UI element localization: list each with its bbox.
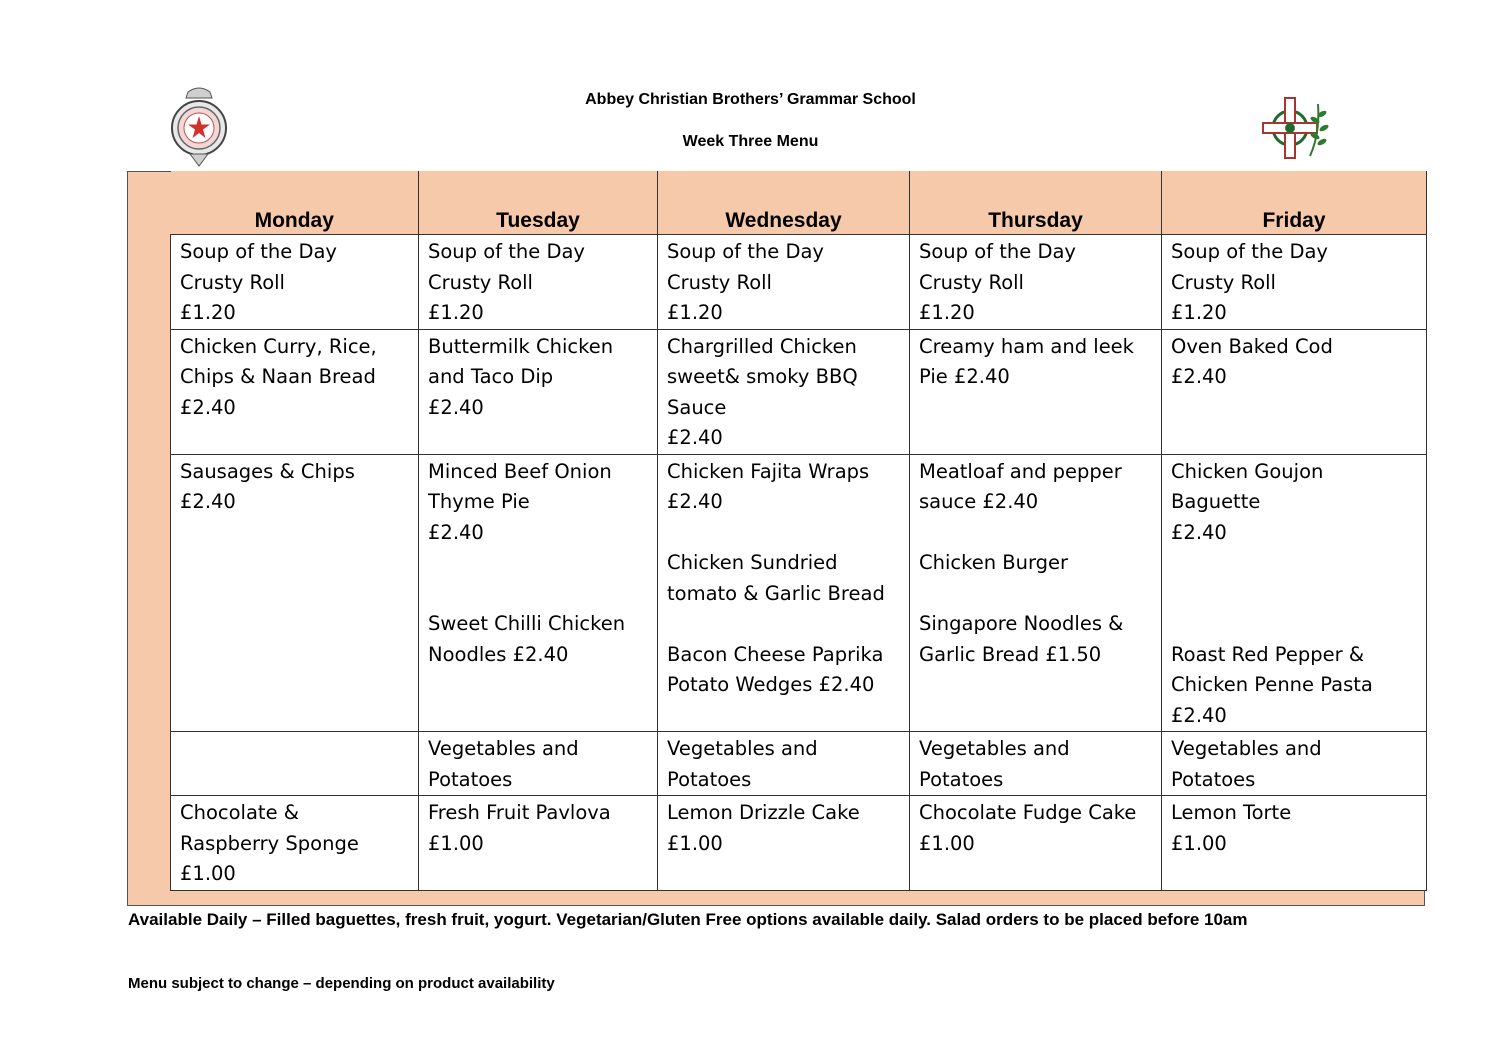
- menu-table: [170, 171, 1427, 891]
- menu-cell-thursday: Vegetables and Potatoes: [910, 732, 1162, 796]
- cross-olive-logo: [1260, 94, 1336, 162]
- menu-cell-wednesday: Chargrilled Chicken sweet& smoky BBQ Sauce £2.40: [658, 329, 910, 454]
- menu-cell-tuesday: Minced Beef Onion Thyme Pie £2.40 Sweet Chilli Chicken Noodles £2.40: [419, 454, 658, 732]
- menu-cell-friday: Chicken Goujon Baguette £2.40 Roast Red Pepper & Chicken Penne Pasta £2.40: [1162, 454, 1427, 732]
- day-header-monday: Monday: [171, 171, 419, 235]
- menu-cell-tuesday: Soup of the Day Crusty Roll £1.20: [419, 235, 658, 330]
- day-header-thursday: Thursday: [910, 171, 1162, 235]
- celtic-cross-olive-branch-icon: [1260, 94, 1336, 162]
- menu-cell-friday: Vegetables and Potatoes: [1162, 732, 1427, 796]
- footer-daily-note: Available Daily – Filled baguettes, fresh fruit, yogurt. Vegetarian/Gluten Free options available daily. Salad orders to be placed before 10am: [128, 910, 1248, 929]
- footer-change-note: Menu subject to change – depending on product availability: [128, 975, 555, 992]
- menu-cell-monday: Soup of the Day Crusty Roll £1.20: [171, 235, 419, 330]
- menu-title: Week Three Menu: [682, 133, 819, 150]
- menu-cell-friday: Lemon Torte £1.00: [1162, 796, 1427, 891]
- menu-cell-friday: Oven Baked Cod £2.40: [1162, 329, 1427, 454]
- menu-cell-wednesday: Lemon Drizzle Cake £1.00: [658, 796, 910, 891]
- menu-cell-friday: Soup of the Day Crusty Roll £1.20: [1162, 235, 1427, 330]
- menu-cell-thursday: Creamy ham and leek Pie £2.40: [910, 329, 1162, 454]
- main-course-row: [171, 329, 1427, 454]
- school-name: Abbey Christian Brothers’ Grammar School: [585, 91, 916, 108]
- sides-row: [171, 732, 1427, 796]
- day-header-friday: Friday: [1162, 171, 1427, 235]
- menu-cell-wednesday: Soup of the Day Crusty Roll £1.20: [658, 235, 910, 330]
- menu-cell-monday: Chicken Curry, Rice, Chips & Naan Bread £2.40: [171, 329, 419, 454]
- soup-row: [171, 235, 1427, 330]
- menu-cell-thursday: Meatloaf and pepper sauce £2.40 Chicken Burger Singapore Noodles & Garlic Bread £1.50: [910, 454, 1162, 732]
- dessert-row: [171, 796, 1427, 891]
- day-header-tuesday: Tuesday: [419, 171, 658, 235]
- alternatives-row: [171, 454, 1427, 732]
- menu-cell-tuesday: Vegetables and Potatoes: [419, 732, 658, 796]
- menu-cell-monday: Chocolate & Raspberry Sponge £1.00: [171, 796, 419, 891]
- menu-cell-wednesday: Chicken Fajita Wraps £2.40 Chicken Sundried tomato & Garlic Bread Bacon Cheese Paprika Potato Wedges £2.40: [658, 454, 910, 732]
- menu-cell-thursday: Chocolate Fudge Cake £1.00: [910, 796, 1162, 891]
- menu-cell-monday: [171, 732, 419, 796]
- day-header-wednesday: Wednesday: [658, 171, 910, 235]
- menu-cell-tuesday: Buttermilk Chicken and Taco Dip £2.40: [419, 329, 658, 454]
- menu-cell-monday: Sausages & Chips £2.40: [171, 454, 419, 732]
- menu-cell-tuesday: Fresh Fruit Pavlova £1.00: [419, 796, 658, 891]
- menu-cell-wednesday: Vegetables and Potatoes: [658, 732, 910, 796]
- menu-cell-thursday: Soup of the Day Crusty Roll £1.20: [910, 235, 1162, 330]
- day-header-row: [171, 171, 1427, 235]
